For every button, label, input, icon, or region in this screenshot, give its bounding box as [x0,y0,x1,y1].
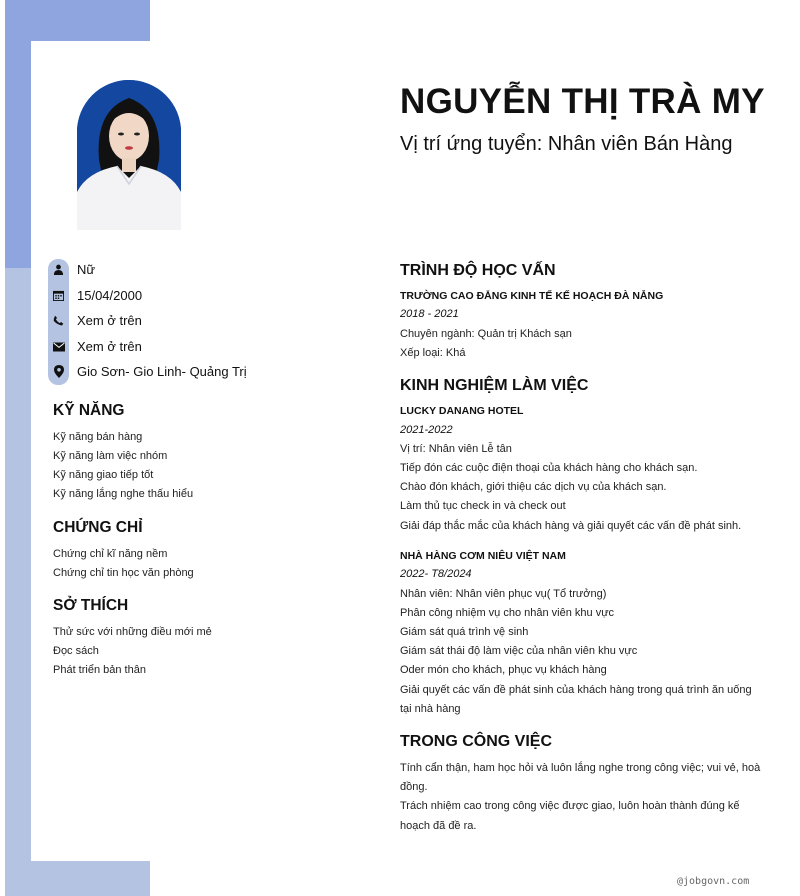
watermark: @jobgovn.com [677,876,750,887]
phone-icon [51,313,66,328]
certificates-heading: CHỨNG CHỈ [53,519,143,536]
job-duty: Oder món cho khách, phục vụ khách hàng [400,664,607,676]
address-text: Gio Sơn- Gio Linh- Quảng Trị [77,364,247,379]
work-attitude-line: Trách nhiệm cao trong công việc được giao, luôn hoàn thành đúng kế [400,800,740,812]
job-period: 2021-2022 [400,424,453,436]
work-attitude-line: hoạch đã đề ra. [400,820,477,832]
hobbies-heading: SỞ THÍCH [53,597,129,614]
work-attitude-line: đồng. [400,781,428,793]
work-attitude-line: Tính cẩn thận, ham học hỏi và luôn lắng nghe trong công việc; vui vẻ, hoà [400,762,761,774]
phone-text: Xem ở trên [77,313,142,328]
certificate-item: Chứng chỉ kĩ năng nềm [53,548,168,560]
job-duty: Giải đáp thắc mắc của khách hàng và giải quyết các vấn đề phát sinh. [400,520,742,532]
job-duty: Chào đón khách, giới thiệu các dịch vụ của khách sạn. [400,481,667,493]
hobby-item: Đọc sách [53,645,99,657]
candidate-name: NGUYỄN THỊ TRÀ MY [400,82,765,121]
job-duty: tại nhà hàng [400,703,461,715]
mail-icon [51,339,66,354]
hobby-item: Thử sức với những điều mới mẻ [53,626,212,638]
skill-item: Kỹ năng làm việc nhóm [53,450,168,462]
work-attitude-heading: TRONG CÔNG VIỆC [400,733,553,750]
person-icon [51,262,66,277]
skill-item: Kỹ năng lắng nghe thấu hiểu [53,488,194,500]
job-duty: Vị trí: Nhân viên Lễ tân [400,443,512,455]
job-duty: Giải quyết các vấn đề phát sinh của khách hàng trong quá trình ăn uống [400,684,752,696]
profile-photo [77,80,181,230]
school-name: TRƯỜNG CAO ĐẲNG KINH TẾ KẾ HOẠCH ĐÀ NẴNG [400,290,664,302]
job-duty: Giám sát thái độ làm việc của nhân viên khu vực [400,645,638,657]
calendar-icon [51,288,66,303]
education-rank: Xếp loại: Khá [400,347,466,359]
education-heading: TRÌNH ĐỘ HỌC VẤN [400,262,556,279]
applied-position: Vị trí ứng tuyển: Nhân viên Bán Hàng [400,133,733,155]
job-duty: Giám sát quá trình vệ sinh [400,626,529,638]
certificate-item: Chứng chỉ tin học văn phòng [53,567,194,579]
skills-heading: KỸ NĂNG [53,402,125,419]
job-duty: Phân công nhiệm vụ cho nhân viên khu vực [400,607,615,619]
job-duty: Nhân viên: Nhân viên phục vụ( Tổ trưởng) [400,588,607,600]
dob-text: 15/04/2000 [77,288,143,303]
hobby-item: Phát triển bản thân [53,664,146,676]
education-period: 2018 - 2021 [400,308,459,320]
experience-heading: KINH NGHIỆM LÀM VIỆC [400,377,589,394]
email-text: Xem ở trên [77,339,142,354]
education-major: Chuyên ngành: Quản trị Khách sạn [400,328,572,340]
job-org: LUCKY DANANG HOTEL [400,405,524,417]
skill-item: Kỹ năng giao tiếp tốt [53,469,154,481]
skill-item: Kỹ năng bán hàng [53,431,143,443]
job-duty: Tiếp đón các cuộc điện thoại của khách hàng cho khách sạn. [400,462,698,474]
job-period: 2022- T8/2024 [400,568,472,580]
gender-text: Nữ [77,262,96,277]
job-duty: Làm thủ tục check in và check out [400,500,566,512]
location-pin-icon [51,364,66,379]
job-org: NHÀ HÀNG CƠM NIÊU VIỆT NAM [400,550,566,562]
